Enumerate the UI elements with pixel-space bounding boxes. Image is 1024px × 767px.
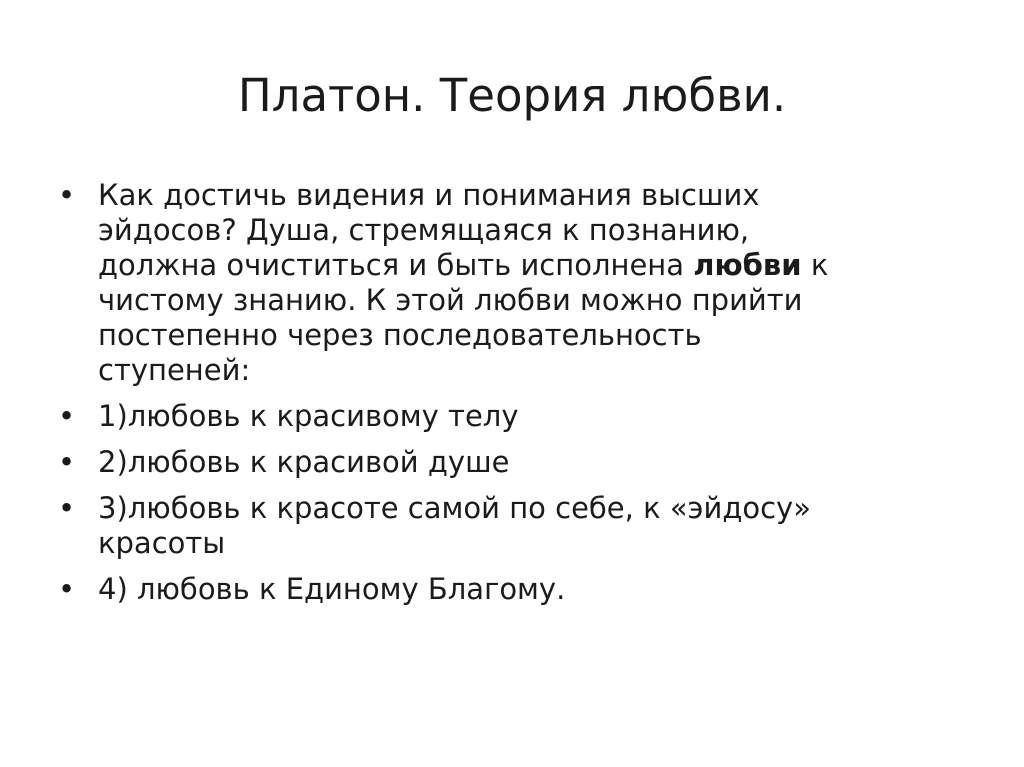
bullet-text: должна очиститься и быть исполнена bbox=[98, 248, 694, 282]
bullet-line: 3)любовь к красоте самой по себе, к «эйдосу» bbox=[98, 491, 811, 525]
bullet-dot-icon: • bbox=[58, 491, 76, 525]
bullet-line: красоты bbox=[98, 526, 226, 560]
bullet-dot-icon: • bbox=[58, 572, 76, 606]
list-item bbox=[58, 178, 978, 388]
bullet-line: 2)любовь к красивой душе bbox=[98, 445, 510, 479]
bullet-text: к bbox=[801, 248, 829, 282]
slide-title: Платон. Теория любви. bbox=[237, 69, 787, 122]
list-item bbox=[58, 572, 978, 607]
bullet-line: чистому знанию. К этой любви можно прийти bbox=[98, 283, 803, 317]
bullet-line: эйдосов? Душа, стремящаяся к познанию, bbox=[98, 213, 750, 247]
bullet-line: Как достичь видения и понимания высших bbox=[98, 178, 760, 212]
bullet-line: постепенно через последовательность bbox=[98, 318, 702, 352]
emphasis-love: любви bbox=[693, 248, 802, 282]
bullet-dot-icon: • bbox=[58, 178, 76, 212]
bullet-dot-icon: • bbox=[58, 399, 76, 433]
bullet-line: 4) любовь к Единому Благому. bbox=[98, 572, 566, 606]
bullet-line: ступеней: bbox=[98, 353, 251, 387]
bullet-line: 1)любовь к красивому телу bbox=[98, 399, 519, 433]
list-item bbox=[58, 491, 978, 561]
bullet-line bbox=[98, 248, 828, 282]
bullet-dot-icon: • bbox=[58, 445, 76, 479]
bullet-list bbox=[58, 178, 978, 618]
list-item bbox=[58, 399, 978, 434]
list-item bbox=[58, 445, 978, 480]
